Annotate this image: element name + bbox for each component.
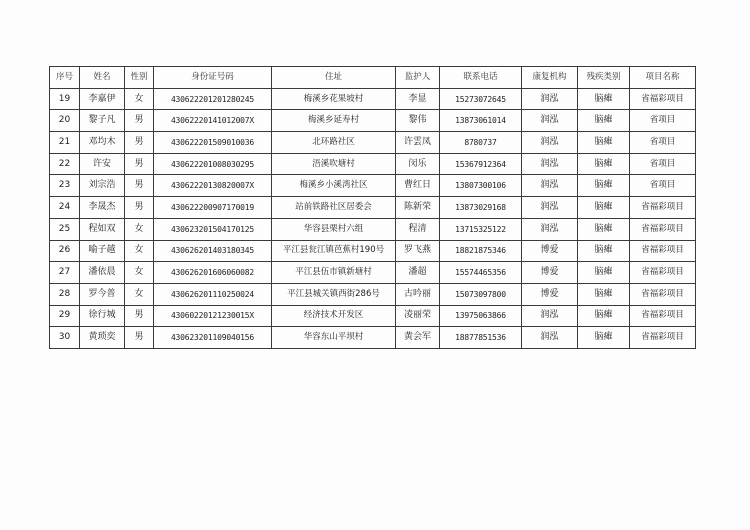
cell-no: 27 bbox=[50, 262, 80, 284]
cell-project: 省项目 bbox=[630, 132, 696, 154]
cell-id-number: 430622201509010036 bbox=[154, 132, 272, 154]
cell-project: 省项目 bbox=[630, 153, 696, 175]
cell-name: 许安 bbox=[80, 153, 125, 175]
cell-sex: 女 bbox=[125, 240, 154, 262]
cell-address: 平江县瓮江镇芭蕉村190号 bbox=[272, 240, 396, 262]
cell-id-number: 430626201606060082 bbox=[154, 262, 272, 284]
cell-address: 梅溪乡花果坡村 bbox=[272, 88, 396, 110]
cell-address: 北环路社区 bbox=[272, 132, 396, 154]
header-sex: 性别 bbox=[125, 67, 154, 89]
cell-no: 22 bbox=[50, 153, 80, 175]
cell-name: 李嘉伊 bbox=[80, 88, 125, 110]
cell-id-number: 430622200907170019 bbox=[154, 197, 272, 219]
table-row bbox=[50, 132, 696, 154]
cell-no: 28 bbox=[50, 283, 80, 305]
header-no: 序号 bbox=[50, 67, 80, 89]
cell-phone: 13873061014 bbox=[440, 110, 522, 132]
cell-guardian: 程清 bbox=[396, 218, 440, 240]
cell-name: 程如双 bbox=[80, 218, 125, 240]
cell-sex: 男 bbox=[125, 110, 154, 132]
cell-name: 刘宗浩 bbox=[80, 175, 125, 197]
cell-address: 华容东山平坝村 bbox=[272, 327, 396, 349]
cell-rehab-org: 润泓 bbox=[522, 88, 578, 110]
cell-sex: 男 bbox=[125, 132, 154, 154]
cell-id-number: 430623201504170125 bbox=[154, 218, 272, 240]
cell-no: 25 bbox=[50, 218, 80, 240]
cell-project: 省福彩项目 bbox=[630, 197, 696, 219]
cell-phone: 8780737 bbox=[440, 132, 522, 154]
cell-project: 省福彩项目 bbox=[630, 262, 696, 284]
cell-address: 平江县城关镇西街286号 bbox=[272, 283, 396, 305]
cell-disability-type: 脑瘫 bbox=[578, 262, 630, 284]
cell-rehab-org: 润泓 bbox=[522, 110, 578, 132]
cell-rehab-org: 博爱 bbox=[522, 262, 578, 284]
header-id-number: 身份证号码 bbox=[154, 67, 272, 89]
cell-phone: 13873029168 bbox=[440, 197, 522, 219]
cell-disability-type: 脑瘫 bbox=[578, 153, 630, 175]
cell-address: 梅溪乡延寿村 bbox=[272, 110, 396, 132]
cell-no: 19 bbox=[50, 88, 80, 110]
cell-project: 省福彩项目 bbox=[630, 305, 696, 327]
cell-sex: 女 bbox=[125, 88, 154, 110]
cell-no: 21 bbox=[50, 132, 80, 154]
cell-name: 罗今普 bbox=[80, 283, 125, 305]
table-row bbox=[50, 218, 696, 240]
cell-disability-type: 脑瘫 bbox=[578, 88, 630, 110]
header-name: 姓名 bbox=[80, 67, 125, 89]
cell-no: 24 bbox=[50, 197, 80, 219]
cell-project: 省福彩项目 bbox=[630, 240, 696, 262]
cell-address: 梅溪乡小溪湾社区 bbox=[272, 175, 396, 197]
header-project: 项目名称 bbox=[630, 67, 696, 89]
cell-guardian: 凌丽荣 bbox=[396, 305, 440, 327]
cell-rehab-org: 润泓 bbox=[522, 218, 578, 240]
table-row bbox=[50, 305, 696, 327]
header-address: 住址 bbox=[272, 67, 396, 89]
cell-phone: 15367912364 bbox=[440, 153, 522, 175]
cell-id-number: 430623201109040156 bbox=[154, 327, 272, 349]
cell-sex: 男 bbox=[125, 175, 154, 197]
rehab-roster-table bbox=[49, 66, 696, 349]
cell-id-number: 43062220141012007X bbox=[154, 110, 272, 132]
header-disability-type: 残疾类别 bbox=[578, 67, 630, 89]
cell-sex: 女 bbox=[125, 262, 154, 284]
cell-id-number: 430626201403180345 bbox=[154, 240, 272, 262]
cell-project: 省福彩项目 bbox=[630, 283, 696, 305]
table-row bbox=[50, 240, 696, 262]
cell-phone: 13715325122 bbox=[440, 218, 522, 240]
cell-project: 省福彩项目 bbox=[630, 327, 696, 349]
cell-disability-type: 脑瘫 bbox=[578, 110, 630, 132]
cell-sex: 女 bbox=[125, 283, 154, 305]
table-row bbox=[50, 175, 696, 197]
cell-phone: 18877851536 bbox=[440, 327, 522, 349]
cell-guardian: 潘超 bbox=[396, 262, 440, 284]
cell-name: 黄琐奕 bbox=[80, 327, 125, 349]
cell-rehab-org: 润泓 bbox=[522, 132, 578, 154]
cell-project: 省福彩项目 bbox=[630, 218, 696, 240]
cell-name: 邓均木 bbox=[80, 132, 125, 154]
cell-sex: 男 bbox=[125, 327, 154, 349]
cell-phone: 15574465356 bbox=[440, 262, 522, 284]
cell-disability-type: 脑瘫 bbox=[578, 327, 630, 349]
cell-id-number: 430622201008030295 bbox=[154, 153, 272, 175]
cell-rehab-org: 润泓 bbox=[522, 327, 578, 349]
cell-no: 29 bbox=[50, 305, 80, 327]
cell-id-number: 43062220130820007X bbox=[154, 175, 272, 197]
cell-disability-type: 脑瘫 bbox=[578, 197, 630, 219]
cell-guardian: 闵乐 bbox=[396, 153, 440, 175]
cell-name: 李晟杰 bbox=[80, 197, 125, 219]
table-row bbox=[50, 262, 696, 284]
header-phone: 联系电话 bbox=[440, 67, 522, 89]
cell-guardian: 罗飞燕 bbox=[396, 240, 440, 262]
header-rehab-org: 康复机构 bbox=[522, 67, 578, 89]
cell-no: 26 bbox=[50, 240, 80, 262]
cell-guardian: 许雲凤 bbox=[396, 132, 440, 154]
cell-phone: 15073097800 bbox=[440, 283, 522, 305]
cell-id-number: 430626201110250024 bbox=[154, 283, 272, 305]
cell-guardian: 古吟丽 bbox=[396, 283, 440, 305]
cell-address: 浯溪吹塘村 bbox=[272, 153, 396, 175]
cell-guardian: 陈新荣 bbox=[396, 197, 440, 219]
cell-phone: 13975063866 bbox=[440, 305, 522, 327]
cell-guardian: 黎伟 bbox=[396, 110, 440, 132]
cell-phone: 18821875346 bbox=[440, 240, 522, 262]
cell-name: 喻子越 bbox=[80, 240, 125, 262]
cell-disability-type: 脑瘫 bbox=[578, 283, 630, 305]
cell-project: 省福彩项目 bbox=[630, 88, 696, 110]
cell-rehab-org: 润泓 bbox=[522, 305, 578, 327]
table-row bbox=[50, 283, 696, 305]
cell-address: 经济技术开发区 bbox=[272, 305, 396, 327]
cell-guardian: 黄会军 bbox=[396, 327, 440, 349]
cell-name: 黎子凡 bbox=[80, 110, 125, 132]
cell-phone: 15273072645 bbox=[440, 88, 522, 110]
cell-disability-type: 脑瘫 bbox=[578, 175, 630, 197]
cell-guardian: 李显 bbox=[396, 88, 440, 110]
cell-id-number: 430622201201280245 bbox=[154, 88, 272, 110]
cell-sex: 女 bbox=[125, 218, 154, 240]
cell-project: 省项目 bbox=[630, 110, 696, 132]
cell-no: 30 bbox=[50, 327, 80, 349]
cell-disability-type: 脑瘫 bbox=[578, 240, 630, 262]
cell-sex: 男 bbox=[125, 305, 154, 327]
cell-name: 徐行城 bbox=[80, 305, 125, 327]
table-header-row bbox=[50, 67, 696, 89]
table-row bbox=[50, 197, 696, 219]
cell-rehab-org: 润泓 bbox=[522, 153, 578, 175]
cell-no: 23 bbox=[50, 175, 80, 197]
cell-disability-type: 脑瘫 bbox=[578, 218, 630, 240]
table-row bbox=[50, 327, 696, 349]
table-row bbox=[50, 88, 696, 110]
cell-no: 20 bbox=[50, 110, 80, 132]
cell-rehab-org: 博爱 bbox=[522, 283, 578, 305]
cell-rehab-org: 润泓 bbox=[522, 175, 578, 197]
table-row bbox=[50, 153, 696, 175]
table-row bbox=[50, 110, 696, 132]
cell-guardian: 曹红日 bbox=[396, 175, 440, 197]
cell-project: 省项目 bbox=[630, 175, 696, 197]
cell-sex: 男 bbox=[125, 153, 154, 175]
header-guardian: 监护人 bbox=[396, 67, 440, 89]
cell-phone: 13807300106 bbox=[440, 175, 522, 197]
cell-id-number: 43060220121230015X bbox=[154, 305, 272, 327]
cell-rehab-org: 博爱 bbox=[522, 240, 578, 262]
cell-address: 华容县栗村六组 bbox=[272, 218, 396, 240]
cell-disability-type: 脑瘫 bbox=[578, 305, 630, 327]
table-body bbox=[50, 88, 696, 348]
cell-disability-type: 脑瘫 bbox=[578, 132, 630, 154]
cell-rehab-org: 润泓 bbox=[522, 197, 578, 219]
cell-address: 站前铁路社区居委会 bbox=[272, 197, 396, 219]
cell-address: 平江县伍市镇新塘村 bbox=[272, 262, 396, 284]
cell-name: 潘依晨 bbox=[80, 262, 125, 284]
cell-sex: 男 bbox=[125, 197, 154, 219]
